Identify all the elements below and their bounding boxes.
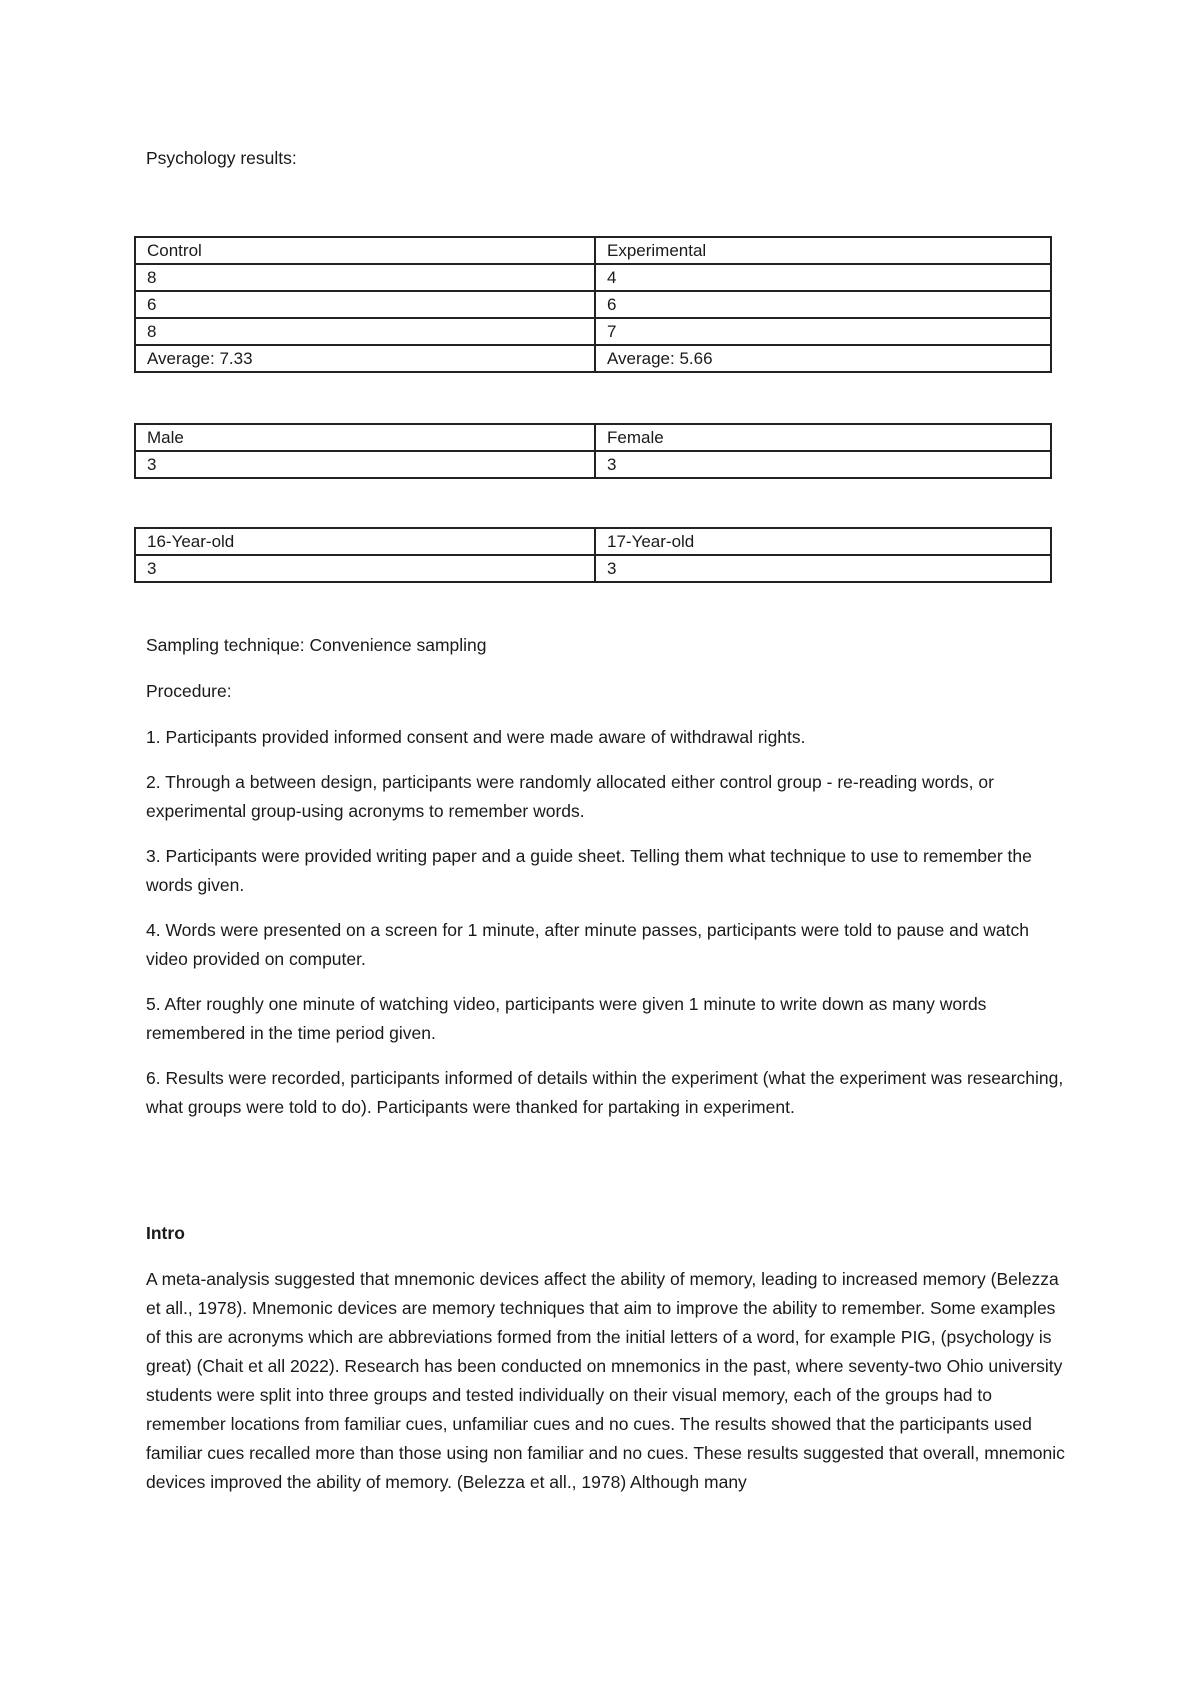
table-cell: 3 (135, 451, 595, 478)
list-item: 3. Participants were provided writing paper and a guide sheet. Telling them what technique to use to remember the words given. (146, 846, 1032, 895)
table-row (135, 237, 1051, 264)
list-item: 6. Results were recorded, participants informed of details within the experiment (what the experiment was researching, what groups were told to do). Participants were thanked for partaking in experiment. (146, 1068, 1064, 1117)
table-cell: 3 (595, 451, 1051, 478)
age-table (134, 527, 1052, 583)
intro-paragraph: A meta-analysis suggested that mnemonic devices affect the ability of memory, leading to increased memory (Belezza et all., 1978). Mnemonic devices are memory techniques that aim to improve the ability to remember. Some examples of this are acronyms which are abbreviations formed from the initial letters of a word, for example PIG, (psychology is great) (Chait et all 2022). Research has been conducted on mnemonics in the past, where seventy-two Ohio university students were split into three groups and tested individually on their visual memory, each of the groups had to remember locations from familiar cues, unfamiliar cues and no cues. The results showed that the participants used familiar cues recalled more than those using non familiar and no cues. These results suggested that overall, mnemonic devices improved the ability of memory. (Belezza et all., 1978) Although many (146, 1269, 1065, 1492)
table-cell: Female (595, 424, 1051, 451)
page-title: Psychology results: (146, 148, 297, 168)
results-table (134, 236, 1052, 373)
sampling-technique: Sampling technique: Convenience sampling (146, 635, 487, 655)
table-row (135, 555, 1051, 582)
procedure-heading: Procedure: (146, 681, 232, 701)
table-cell: 3 (595, 555, 1051, 582)
table-cell: 4 (595, 264, 1051, 291)
table-row (135, 318, 1051, 345)
table-cell: Average: 7.33 (135, 345, 595, 372)
table-cell: 8 (135, 318, 595, 345)
table-cell: 3 (135, 555, 595, 582)
table-row (135, 264, 1051, 291)
table-row (135, 291, 1051, 318)
table-cell: Experimental (595, 237, 1051, 264)
table-row (135, 424, 1051, 451)
table-cell: Average: 5.66 (595, 345, 1051, 372)
table-cell: 7 (595, 318, 1051, 345)
table-cell: 6 (595, 291, 1051, 318)
list-item: 2. Through a between design, participants were randomly allocated either control group - re-reading words, or experimental group-using acronyms to remember words. (146, 772, 994, 821)
table-row (135, 528, 1051, 555)
table-cell: 16-Year-old (135, 528, 595, 555)
table-row (135, 451, 1051, 478)
table-cell: Control (135, 237, 595, 264)
list-item: 1. Participants provided informed consent and were made aware of withdrawal rights. (146, 727, 806, 747)
table-cell: 17-Year-old (595, 528, 1051, 555)
gender-table (134, 423, 1052, 479)
table-row (135, 345, 1051, 372)
table-cell: 8 (135, 264, 595, 291)
list-item: 5. After roughly one minute of watching video, participants were given 1 minute to write down as many words remembered in the time period given. (146, 994, 987, 1043)
table-cell: Male (135, 424, 595, 451)
list-item: 4. Words were presented on a screen for 1 minute, after minute passes, participants were told to pause and watch video provided on computer. (146, 920, 1029, 969)
intro-heading: Intro (146, 1223, 185, 1243)
table-cell: 6 (135, 291, 595, 318)
procedure-steps (146, 723, 1066, 1138)
